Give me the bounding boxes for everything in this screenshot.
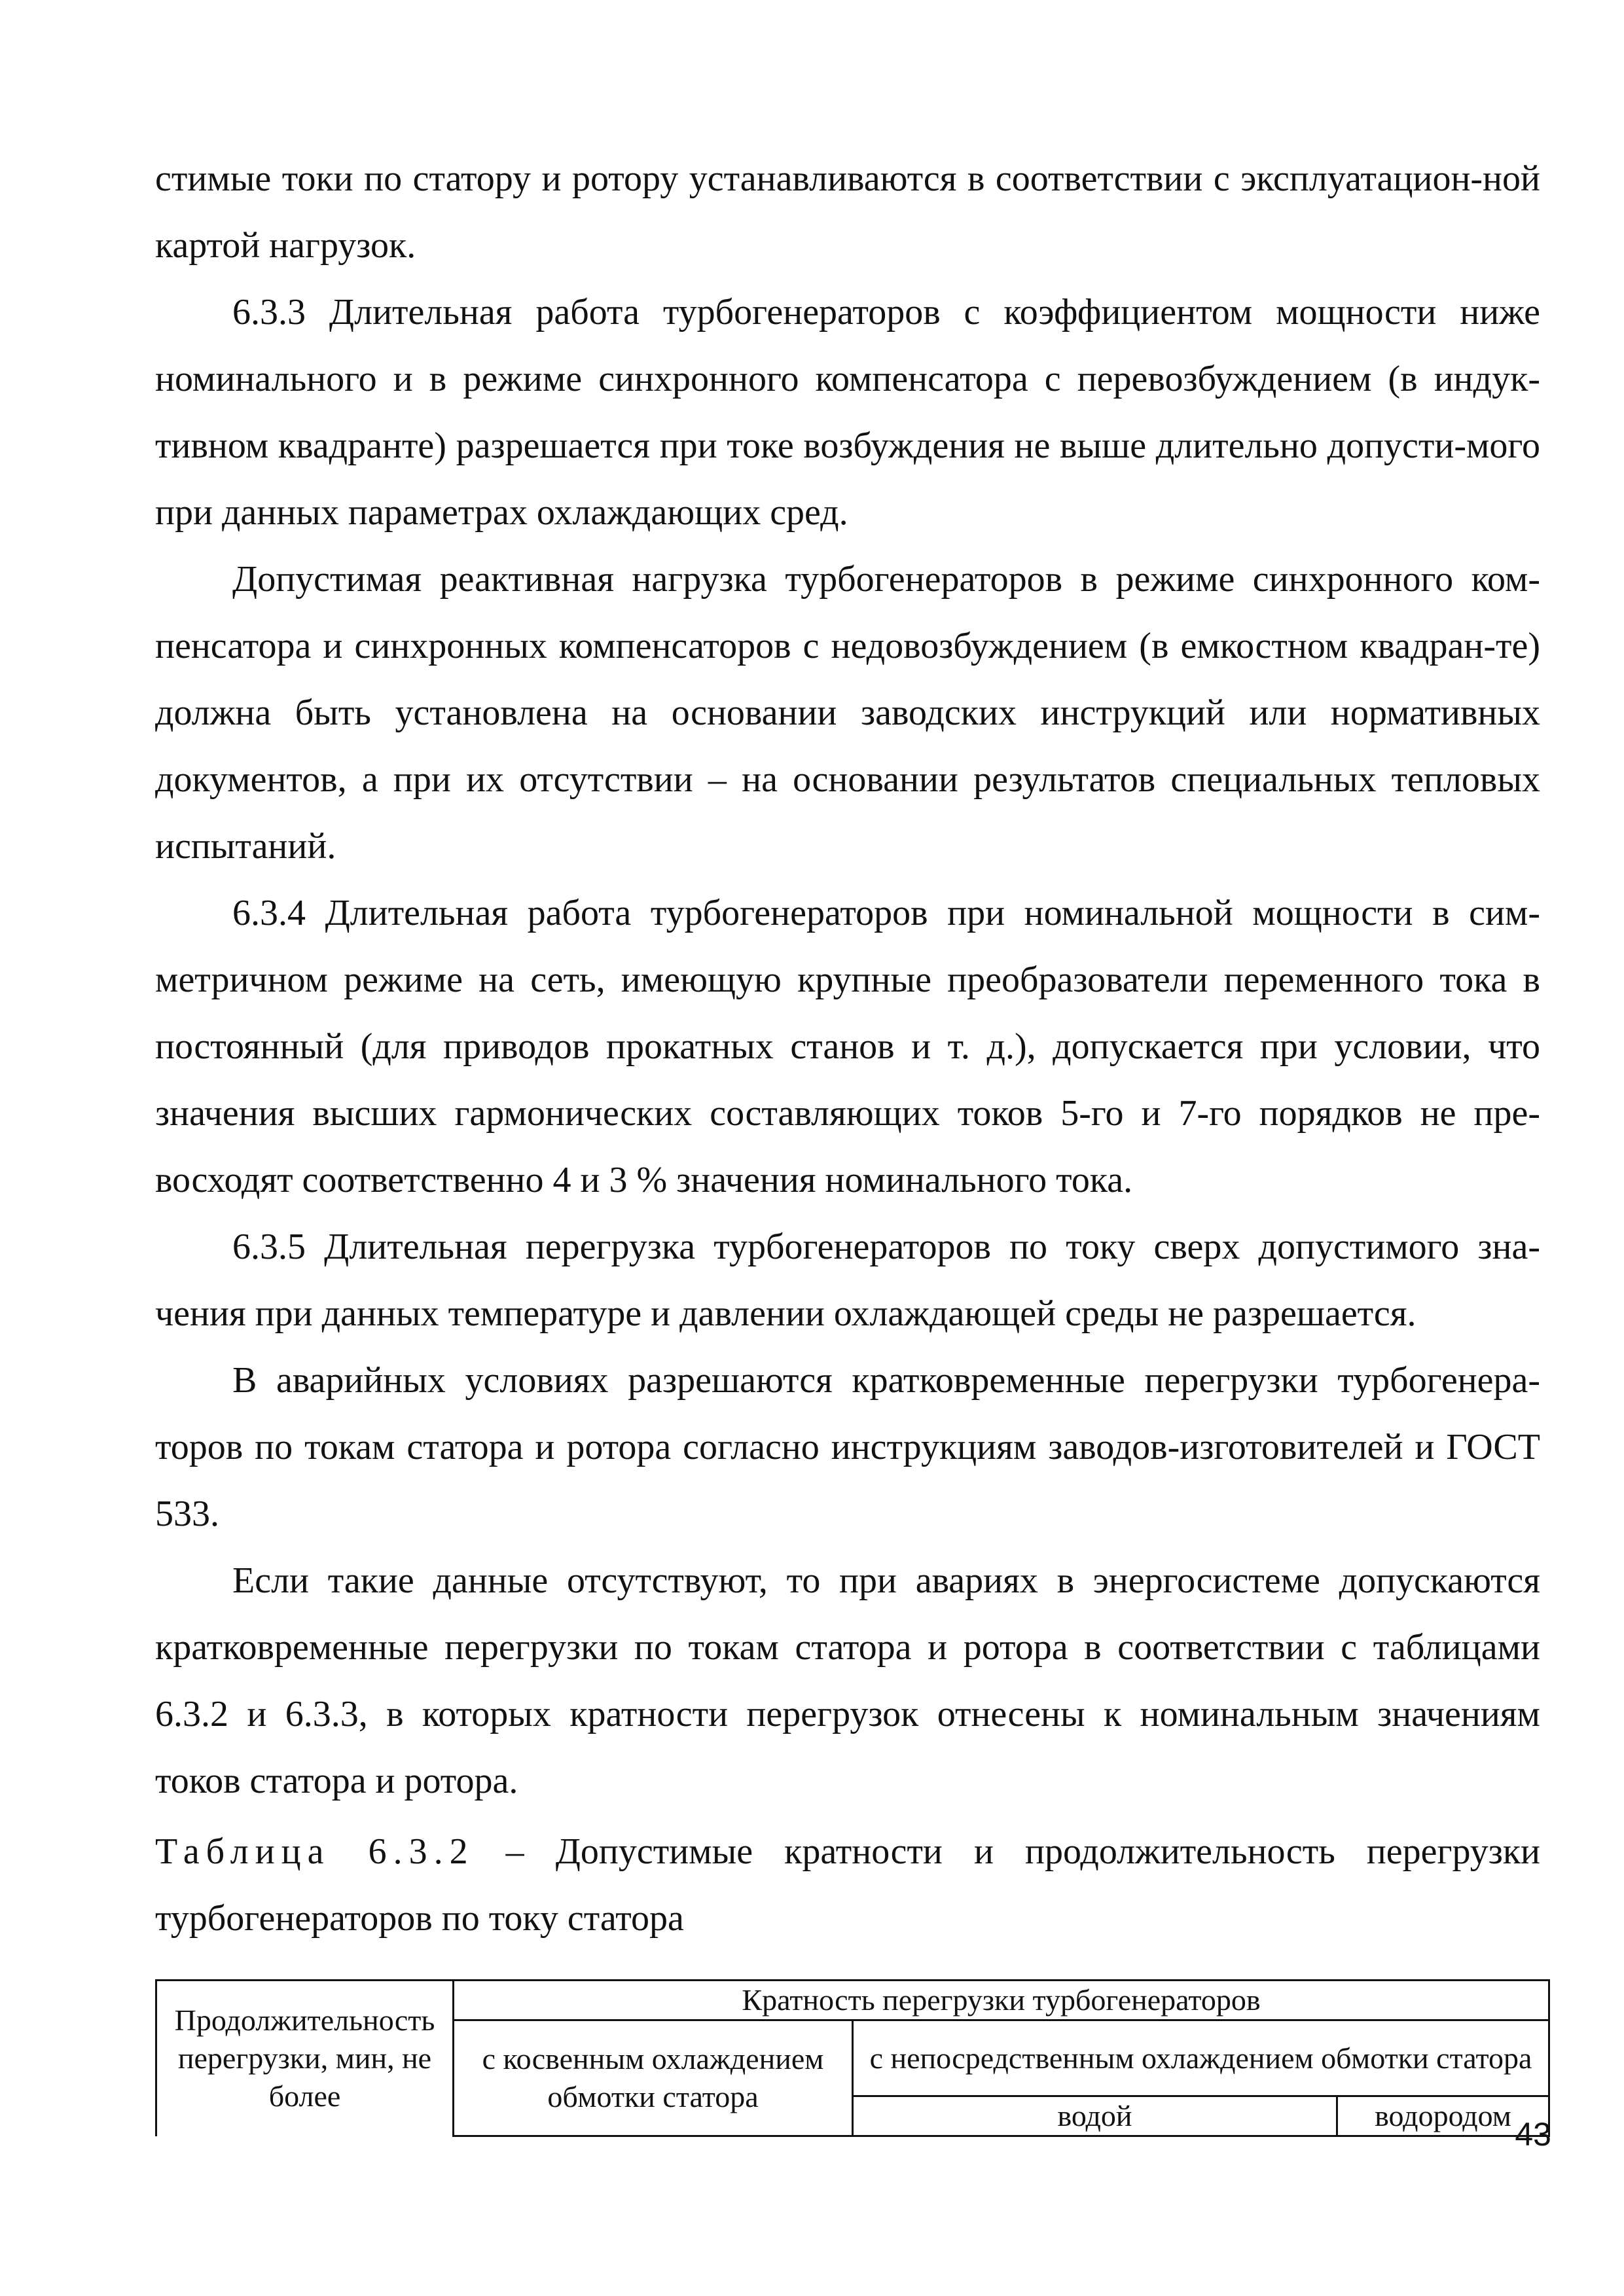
body-text: [155, 145, 1540, 1814]
paragraph-4: 6.3.4 Длительная работа турбогенераторов при номинальной мощности в сим-метричном режиме на сеть, имеющую крупные преобразователи переменного тока в постоянный (для приводов прокатных станов и т. д.), допускается при условии, что значения высших гармонических составляющих токов 5-го и 7-го порядков не пре-восходят соответственно 4 и 3 % значения номинального тока.: [155, 893, 1540, 1200]
table-caption-label: Таблица 6.3.2: [155, 1831, 475, 1872]
header-duration: Продолжительность перегрузки, мин, не более: [156, 1981, 454, 2136]
paragraph-5: 6.3.5 Длительная перегрузка турбогенераторов по току сверх допустимого зна-чения при данных температуре и давлении охлаждающей среды не разрешается.: [155, 1227, 1540, 1334]
header-indirect-cooling: с косвенным охлаждением обмотки статора: [454, 2020, 853, 2136]
paragraph-2: 6.3.3 Длительная работа турбогенераторов с коэффициентом мощности ниже номинального и в режиме синхронного компенсатора с перевозбуждением (в индук-тивном квадранте) разрешается при токе возбуждения не выше длительно допусти-мого при данных параметрах охлаждающих сред.: [155, 292, 1540, 533]
paragraph-3: Допустимая реактивная нагрузка турбогенераторов в режиме синхронного ком-пенсатора и синхронных компенсаторов с недовозбуждением (в емкостном квадран-те) должна быть установлена на основании заводских инструкций или нормативных документов, а при их отсутствии – на основании результатов специальных тепловых испытаний.: [155, 559, 1540, 867]
paragraph-1: стимые токи по статору и ротору устанавливаются в соответствии с эксплуатацион-ной картой нагрузок.: [155, 158, 1540, 266]
header-hydrogen: водородом: [1337, 2096, 1549, 2136]
paragraph-6: В аварийных условиях разрешаются кратковременные перегрузки турбогенера-торов по токам статора и ротора согласно инструкциям заводов-изготовителей и ГОСТ 533.: [155, 1360, 1540, 1534]
page-number: 43: [1515, 2116, 1551, 2153]
paragraph-7: Если такие данные отсутствуют, то при авариях в энергосистеме допускаются кратковременные перегрузки по токам статора и ротора в соответствии с таблицами 6.3.2 и 6.3.3, в которых кратности перегрузок отнесены к номинальным значениям токов статора и ротора.: [155, 1560, 1540, 1801]
table-caption-text: – Допустимые кратности и продолжительность перегрузки турбогенераторов по току статора: [155, 1831, 1541, 1939]
overload-table: [155, 1979, 1550, 2137]
header-overload-ratio: Кратность перегрузки турбогенераторов: [454, 1981, 1549, 2020]
table-caption: [155, 1818, 1540, 1952]
header-water: водой: [853, 2096, 1337, 2136]
header-direct-cooling: с непосредственным охлаждением обмотки статора: [853, 2020, 1549, 2096]
